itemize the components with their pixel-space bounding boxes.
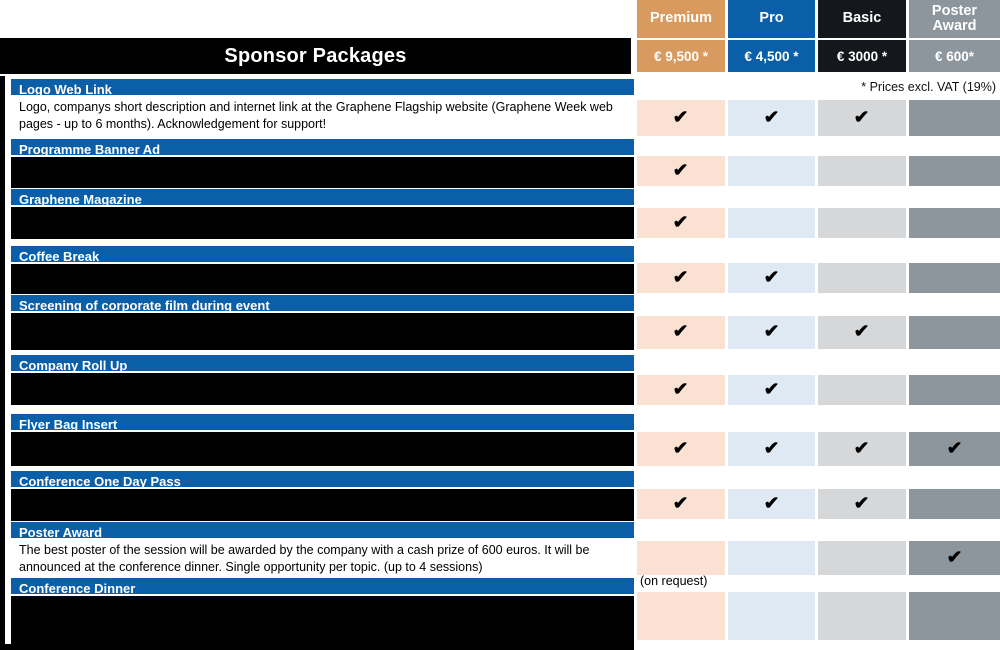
feature-description: The best poster of the session will be awarded by the company with a cash prize of 600 euros. It will be announced at the conference dinner. Single opportunity per topic. (up to 4 sessions) [8, 540, 634, 576]
feature-description-redacted [8, 313, 634, 350]
price-basic: € 3000 * [818, 40, 909, 72]
check-icon: ✔ [946, 437, 963, 458]
check-icon: ✔ [673, 321, 689, 341]
matrix-cell-pro [728, 489, 818, 519]
feature-description-redacted [8, 157, 634, 189]
check-icon: ✔ [763, 378, 780, 399]
matrix-cell-premium [637, 208, 728, 238]
check-icon: ✔ [673, 437, 689, 458]
check-icon: ✔ [854, 492, 870, 513]
package-matrix-row [637, 489, 1000, 519]
price-premium: € 9,500 * [637, 40, 728, 72]
check-icon: ✔ [763, 437, 780, 458]
matrix-cell-premium [637, 432, 728, 466]
matrix-cell-pro [728, 263, 818, 293]
feature-description-redacted [8, 373, 634, 405]
matrix-cell-pro [728, 208, 818, 238]
package-header-poster-award: Poster Award [909, 0, 1000, 38]
feature-section-title: Conference Dinner [8, 577, 634, 595]
matrix-cell-premium [637, 592, 728, 640]
matrix-cell-basic [818, 263, 909, 293]
check-icon: ✔ [854, 321, 870, 341]
check-icon: ✔ [946, 546, 963, 567]
package-matrix-row [637, 375, 1000, 405]
package-matrix-row [637, 432, 1000, 466]
package-matrix-row [637, 100, 1000, 136]
package-matrix-row [637, 208, 1000, 238]
matrix-cell-poster [909, 208, 1000, 238]
vat-note: * Prices excl. VAT (19%) [861, 80, 996, 94]
package-matrix-row [637, 316, 1000, 349]
feature-section-title: Graphene Magazine [8, 188, 634, 206]
matrix-cell-pro [728, 541, 818, 575]
matrix-cell-basic [818, 541, 909, 575]
package-header-basic: Basic [818, 0, 909, 38]
matrix-cell-poster [909, 375, 1000, 405]
check-icon: ✔ [673, 266, 689, 287]
feature-section-title: Screening of corporate film during event [8, 294, 634, 312]
matrix-cell-basic [818, 489, 909, 519]
check-icon: ✔ [673, 378, 689, 399]
package-matrix-row [637, 263, 1000, 293]
package-matrix-row [637, 592, 1000, 640]
matrix-cell-poster [909, 156, 1000, 186]
package-header-premium: Premium [637, 0, 728, 38]
check-icon: ✔ [763, 492, 780, 513]
matrix-cell-pro [728, 375, 818, 405]
matrix-cell-basic [818, 592, 909, 640]
check-icon: ✔ [673, 159, 689, 180]
check-icon: ✔ [763, 321, 780, 341]
matrix-cell-pro [728, 100, 818, 136]
matrix-cell-poster [909, 316, 1000, 349]
package-header-pro: Pro [728, 0, 818, 38]
matrix-cell-basic [818, 432, 909, 466]
check-icon: ✔ [763, 266, 780, 287]
matrix-cell-poster [909, 263, 1000, 293]
matrix-cell-premium [637, 156, 728, 186]
check-icon: ✔ [854, 106, 870, 127]
feature-section-title: Conference One Day Pass [8, 470, 634, 488]
matrix-cell-poster [909, 541, 1000, 575]
matrix-cell-pro [728, 156, 818, 186]
matrix-cell-premium [637, 100, 728, 136]
feature-description: Logo, companys short description and internet link at the Graphene Flagship website (Graphene Week web pages - up to 6 months). Acknowledgement for support! [8, 97, 634, 136]
matrix-cell-premium [637, 263, 728, 293]
feature-section-title: Flyer Bag Insert [8, 413, 634, 431]
feature-section-title: Poster Award [8, 521, 634, 539]
matrix-cell-premium [637, 489, 728, 519]
matrix-cell-basic [818, 375, 909, 405]
feature-description-redacted [8, 489, 634, 521]
price-pro: € 4,500 * [728, 40, 818, 72]
check-icon: ✔ [673, 211, 689, 232]
bottom-border [0, 644, 634, 650]
check-icon: ✔ [763, 106, 780, 127]
package-matrix [637, 0, 1000, 650]
feature-description-redacted [8, 207, 634, 239]
feature-section-title: Logo Web Link [8, 78, 634, 96]
matrix-cell-pro [728, 316, 818, 349]
matrix-cell-premium [637, 375, 728, 405]
check-icon: ✔ [854, 437, 870, 458]
package-matrix-row [637, 156, 1000, 186]
matrix-cell-basic [818, 100, 909, 136]
feature-description-redacted [8, 432, 634, 466]
matrix-cell-pro [728, 592, 818, 640]
on-request-label: (on request) [640, 574, 708, 588]
check-icon: ✔ [673, 492, 689, 513]
matrix-cell-basic [818, 156, 909, 186]
matrix-cell-basic [818, 208, 909, 238]
matrix-cell-poster [909, 592, 1000, 640]
feature-description-redacted [8, 596, 634, 644]
price-poster-award: € 600* [909, 40, 1000, 72]
package-matrix-row [637, 541, 1000, 575]
matrix-cell-poster [909, 489, 1000, 519]
feature-description-redacted [8, 264, 634, 296]
matrix-cell-basic [818, 316, 909, 349]
matrix-cell-premium [637, 316, 728, 349]
feature-section-title: Programme Banner Ad [8, 138, 634, 156]
feature-section-title: Company Roll Up [8, 354, 634, 372]
page-title: Sponsor Packages [0, 38, 631, 74]
matrix-cell-pro [728, 432, 818, 466]
check-icon: ✔ [673, 106, 689, 127]
matrix-cell-premium [637, 541, 728, 575]
matrix-cell-poster [909, 100, 1000, 136]
feature-section-title: Coffee Break [8, 245, 634, 263]
matrix-cell-poster [909, 432, 1000, 466]
